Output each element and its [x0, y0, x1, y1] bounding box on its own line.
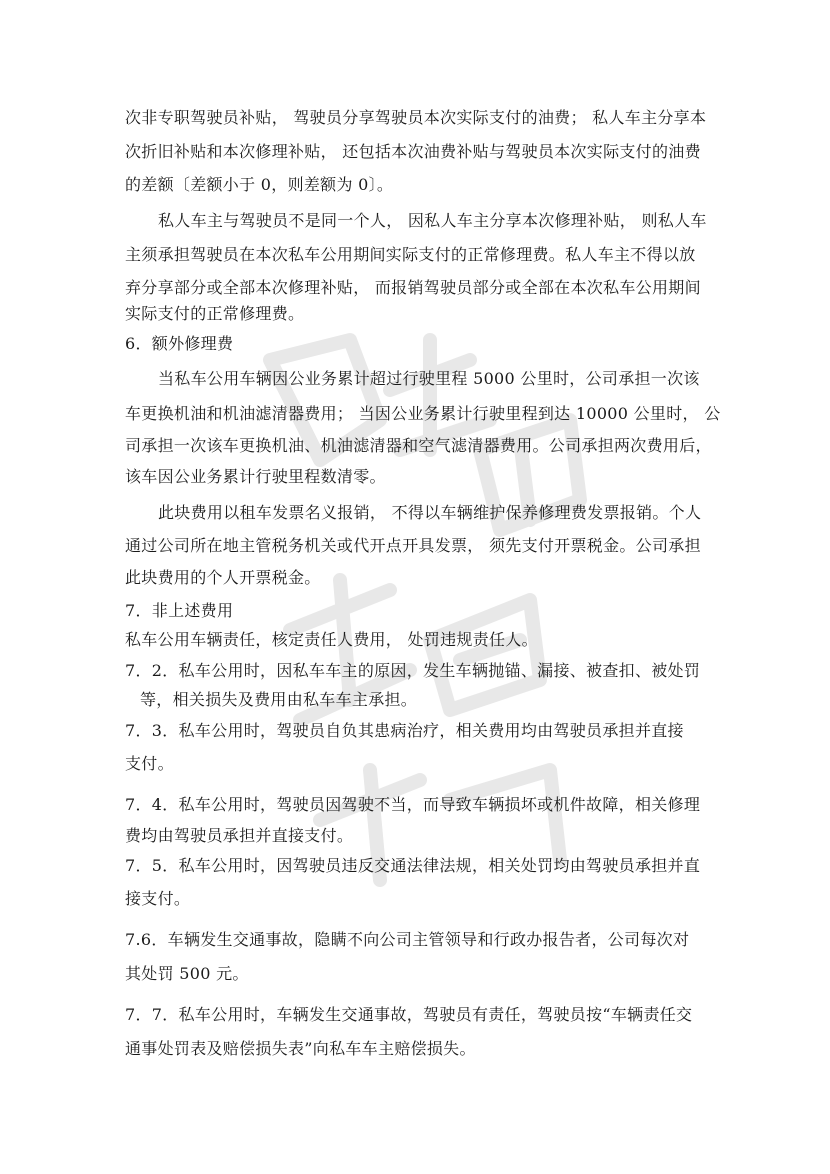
text-line: 费均由驾驶员承担并直接支付。 — [125, 826, 354, 845]
text-line: 主须承担驾驶员在本次私车公用期间实际支付的正常修理费。私人车主不得以放 — [125, 245, 696, 264]
section-heading: 7．非上述费用 — [125, 601, 234, 620]
text-line: 通事处罚表及赔偿损失表”向私车车主赔偿损失。 — [125, 1039, 476, 1058]
text-line: 其处罚 500 元。 — [125, 964, 249, 983]
text-line: 私车公用车辆责任，核定责任人费用， 处罚违规责任人。 — [125, 630, 538, 649]
text-line: 次非专职驾驶员补贴， 驾驶员分享驾驶员本次实际支付的油费； 私人车主分享本 — [125, 108, 707, 127]
text-line: 的差额〔差额小于 0，则差额为 0〕。 — [125, 175, 394, 194]
text-line: 7.6．车辆发生交通事故，隐瞒不向公司主管领导和行政办报告者，公司每次对 — [125, 930, 690, 949]
text-line: 实际支付的正常修理费。 — [125, 304, 305, 323]
text-line: 支付。 — [125, 754, 174, 773]
text-line: 7．4．私车公用时，驾驶员因驾驶不当，而导致车辆损坏或机件故障，相关修理 — [125, 795, 701, 814]
text-line: 此块费用的个人开票税金。 — [125, 568, 321, 587]
text-line: 接支付。 — [125, 889, 191, 908]
text-line: 7．2．私车公用时，因私车车主的原因，发生车辆抛锚、漏接、被查扣、被处罚 — [125, 661, 701, 680]
text-line: 当私车公用车辆因公业务累计超过行驶里程 5000 公里时，公司承担一次该 — [158, 369, 700, 388]
text-line: 通过公司所在地主管税务机关或代开点开具发票， 须先支付开票税金。公司承担 — [125, 536, 701, 555]
text-line: 次折旧补贴和本次修理补贴， 还包括本次油费补贴与驾驶员本次实际支付的油费 — [125, 142, 701, 161]
text-line: 7．3．私车公用时，驾驶员自负其患病治疗，相关费用均由驾驶员承担并直接 — [125, 721, 684, 740]
text-line: 私人车主与驾驶员不是同一个人， 因私人车主分享本次修理补贴， 则私人车 — [158, 211, 707, 230]
text-line: 司承担一次该车更换机油、机油滤清器和空气滤清器费用。公司承担两次费用后， — [125, 436, 712, 455]
text-line: 等，相关损失及费用由私车车主承担。 — [140, 690, 418, 709]
text-line: 此块费用以租车发票名义报销， 不得以车辆维护保养修理费发票报销。个人 — [158, 503, 702, 522]
text-line: 该车因公业务累计行驶里程数清零。 — [125, 467, 386, 486]
text-line: 弃分享部分或全部本次修理补贴， 而报销驾驶员部分或全部在本次私车公用期间 — [125, 278, 701, 297]
text-line: 7．5．私车公用时，因驾驶员违反交通法律法规，相关处罚均由驾驶员承担并直 — [125, 856, 701, 875]
text-line: 7．7．私车公用时，车辆发生交通事故，驾驶员有责任，驾驶员按“车辆责任交 — [125, 1005, 693, 1024]
text-line: 车更换机油和机油滤清器费用； 当因公业务累计行驶里程到达 10000 公里时， 公 — [125, 404, 721, 423]
section-heading: 6．额外修理费 — [125, 334, 234, 353]
